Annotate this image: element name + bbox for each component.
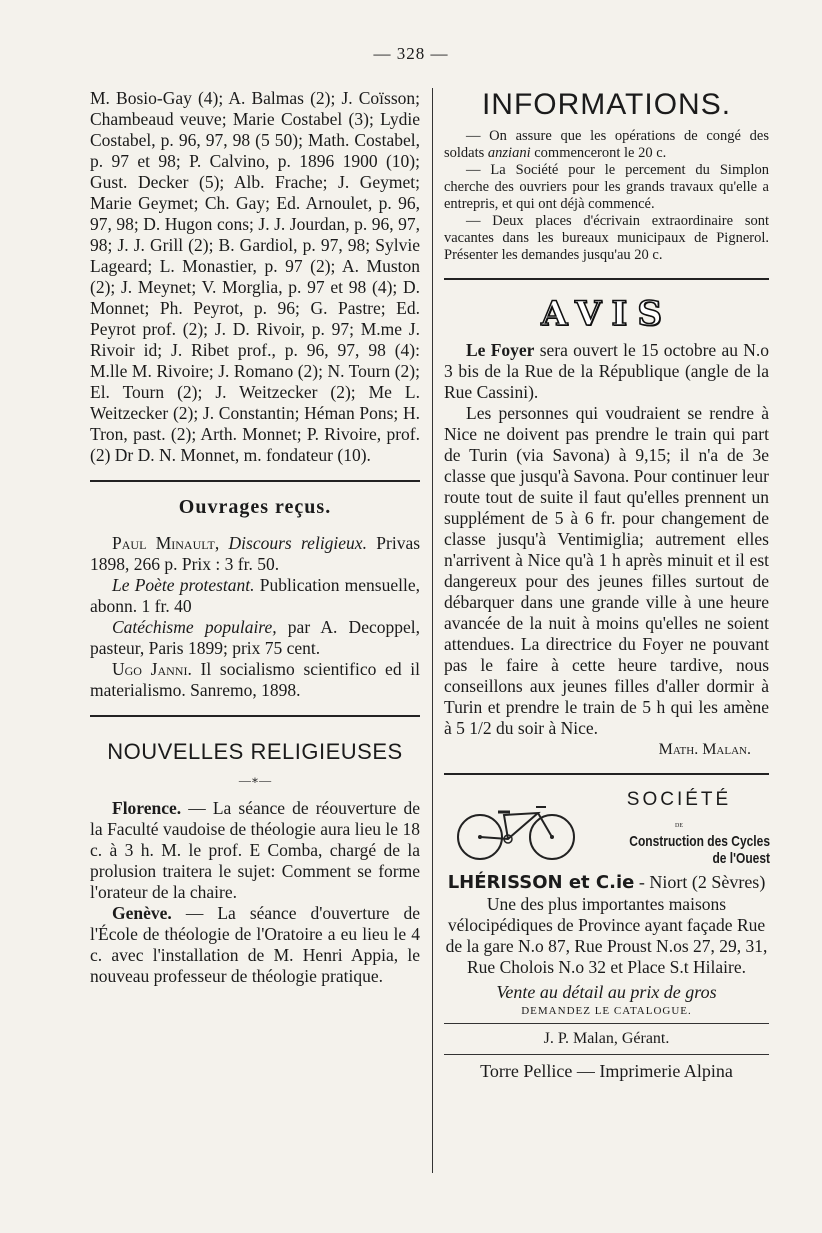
ouvrage-item [90,617,420,659]
ouvrage-title: Le Poète protestant. [112,575,255,595]
column-divider [432,88,433,1173]
avis-lead: Le Foyer [466,340,535,360]
subscribers-list: M. Bosio-Gay (4); A. Balmas (2); J. Coïsson; Chambeaud veuve; Marie Costabel (3); Lydie Costabel, p. 96, 97, 98 (5 50); Math. Costabel, p. 97 et 98; P. Calvino, p. 1896 1900 (10); Gust. Decker (5); Alb. Frache; J. Geymet; Marie Geymet; Ch. Gay; Ed. Arnoulet, p. 96, 97, 98; D. Hugon cons; J. J. Jourdan, p. 96, 97, 98; J. J. Grill (2); B. Gardiol, p. 97, 98; Sylvie Lageard; L. Monastier, p. 97 (2); A. Muston (2); J. Meynet; V. Morglia, p. 97 et 98 (4); D. Monnet; Ph. Peyrot, p. 96; G. Pastre; Ed. Peyrot prof. (2); J. D. Rivoir, p. 97; M.me J. Rivoir id; J. Ribet prof., p. 96, 97, 98 (4): M.lle M. Rivoire; J. Romano (2); N. Tourn (2); El. Tourn (2); J. Weitzecker (2); Me L. Weitzecker (2); J. Constantin; Héman Pons; H. Tron, past. (2); Arth. Monnet; P. Rivoire, prof. (2) Dr D. N. Monnet, m. fondateur (10). [90,88,420,465]
information-item [444,213,769,264]
information-text: — Deux places d'écrivain extraordinaire sont vacantes dans les bureaux municipaux de Pignerol. Présenter les demandes jusqu'au 20 c. [444,213,769,263]
divider [90,480,420,482]
societe-title: SOCIÉTÉ [626,789,732,810]
ornament: —∗— [238,773,272,787]
divider [444,773,769,775]
ouvrage-item [90,575,420,617]
imprimerie-line: Torre Pellice — Imprimerie Alpina [480,1061,733,1081]
divider [90,715,420,717]
avis-title: AVIS [541,294,672,334]
ouvrage-item [90,533,420,575]
avis-signature: Math. Malan. [658,741,751,758]
societe-de: de [675,819,683,829]
information-text: — On assure que les opérations de congé des soldats [444,128,769,161]
nouvelle-text: — La séance de réouverture de la Faculté vaudoise de théologie aura lieu le 18 c. à 3 h. M. le prof. E Comba, chargé de la prolusion traitera le sujet: Comment se forme l'orateur de la chaire. [90,798,420,902]
avis-text: Les personnes qui voudraient se rendre à Nice ne doivent pas prendre le train qui part de Turin (via Savona) à 9,15; il n'a de 3e classe que jusqu'à Savona. Pour continuer leur route tout de suite il faut qu'elles prennent un supplément de 5 à 6 fr. pour changement de classe jusqu'à Ventimiglia; autrement elles n'arrivent à Nice qu'à 1 h après minuit et il est dangereux pour des jeunes filles surtout de débarquer dans une grande ville à une heure avancée de la nuit à moins qu'elles ne soient attendues. La directrice du Foyer ne pouvant pas le faire à cette heure tardive, nous conseillons aux jeunes filles d'aller dormir à Turin et prendre le train de 5 h qui les amène à 5 1/2 du soir à Nice. [444,403,769,738]
nouvelle-item [90,903,420,987]
nouvelle-text: — La séance d'ouverture de l'École de théologie de l'Oratoire a eu lieu le 4 c. avec l'installation de M. Henri Appia, le nouveau professeur de théologie pratique. [90,903,420,986]
ouvrages-title: Ouvrages reçus. [178,496,332,518]
avis-text: sera ouvert le 15 octobre au N.o 3 bis de la Rue de la République (angle de la Rue Cassini). [444,340,769,402]
page-number: — 328 — [373,44,449,63]
ouvrage-details: Publication mensuelle, abonn. 1 fr. 40 [90,575,420,616]
ouvrage-item [90,659,420,701]
societe-header [444,789,769,865]
ouvrage-details: Privas 1898, 266 p. Prix : 3 fr. 50. [90,533,421,574]
ouvrage-details: Il socialismo scientifico ed il materialismo. Sanremo, 1898. [90,659,420,700]
societe-demandez: DEMANDEZ LE CATALOGUE. [521,1005,692,1017]
information-item [444,128,769,162]
ouvrage-details: par A. Decoppel, pasteur, Paris 1899; prix 75 cent. [90,617,420,658]
nouvelle-item [90,798,420,903]
right-column [444,88,769,1082]
divider [444,1023,769,1024]
gerant-line: J. P. Malan, Gérant. [543,1030,670,1047]
nouvelle-city: Genève. [112,903,172,923]
nouvelles-title: NOUVELLES RELIGIEUSES [107,739,403,764]
nouvelle-city: Florence. [112,798,182,818]
ouvrage-title: Catéchisme populaire, [112,617,277,637]
societe-text: Une des plus importantes maisons vélocipédiques de Province ayant façade Rue de la gare N.o 87, Rue Proust N.os 27, 29, 31, Rue Cholois N.o 32 et Place S.t Hilaire. [445,894,768,977]
information-text: commenceront le 20 c. [534,145,667,161]
societe-name: LHÉRISSON et C.ie [447,872,635,893]
ouvrage-author: Ugo Janni. [112,659,192,679]
bicycle-icon [452,801,580,863]
information-text: — La Société pour le percement du Simplon cherche des ouvriers pour les grands travaux qu'elle a entrepris, et qui ont déjà commencé. [444,162,769,212]
left-column [90,88,420,987]
societe-slogan: Vente au détail au prix de gros [496,982,717,1002]
divider [444,1054,769,1055]
information-emphasis: anziani [487,145,531,161]
avis-paragraph [444,403,769,739]
societe-construction: Construction des Cycles de l'Ouest [629,833,770,867]
divider [444,278,769,280]
informations-title: INFORMATIONS. [481,88,732,121]
ouvrage-title: Discours religieux. [228,533,367,553]
ouvrage-author: Paul Minault, [112,533,220,553]
societe-city: - Niort (2 Sèvres) [638,872,766,892]
societe-name-line [444,871,769,894]
avis-paragraph [444,340,769,403]
information-item [444,162,769,213]
